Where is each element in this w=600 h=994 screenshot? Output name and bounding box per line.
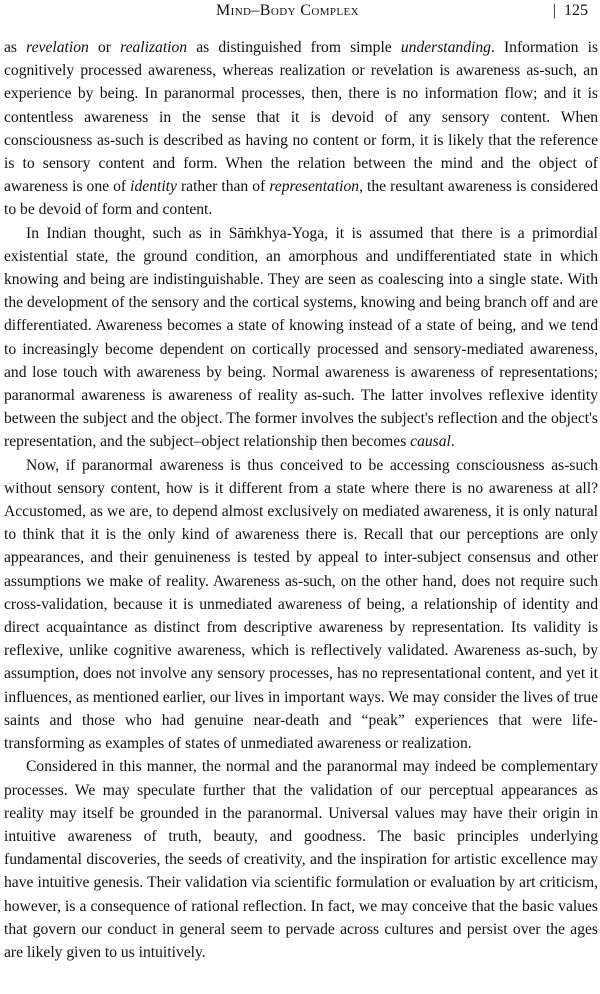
paragraph bbox=[4, 222, 598, 454]
folio bbox=[553, 0, 588, 22]
folio-separator: | bbox=[552, 2, 556, 19]
paragraph bbox=[4, 755, 598, 964]
text-run: , the resultant awareness is considered to be devoid of form and content. bbox=[4, 178, 598, 219]
text-run: In Indian thought, such as in Sāṁkhya-Yoga, it is assumed that there is a primordial existential state, the ground condition, an amorphous and undifferentiated state in which knowing and being are indistinguishable. They are seen as coalescing into a single state. With the development of the sensory and the cortical systems, knowing and being branch off and are differentiated. Awareness becomes a state of knowing instead of a state of being, and we tend to increasingly become dependent on cortically processed and sensory-mediated awareness, and lose touch with awareness by being. Normal awareness is awareness of representations; paranormal awareness is awareness of reality as-such. The latter involves reflexive identity between the subject and the object. The former involves the subject's reflection and the object's representation, and the subject–object relationship then becomes bbox=[4, 224, 598, 451]
text-run: rather than of bbox=[176, 178, 270, 196]
text-run: Considered in this manner, the normal and the paranormal may indeed be complementary processes. We may speculate further that the validation of our perceptual appearances as reality may itself be grounded in the paranormal. Universal values may have their origin in intuitive awareness of truth, beauty, and goodness. The basic principles underlying fundamental discoveries, the seeds of creativity, and the inspiration for artistic excellence may have intuitive genesis. Their validation via scientific formulation or evaluation by art criticism, however, is a consequence of rational reflection. In fact, we may conceive that the basic values that govern our conduct in general seem to pervade across cultures and persist over the ages are likely given to us intuitively. bbox=[4, 758, 598, 961]
text-run: Now, if paranormal awareness is thus conceived to be accessing consciousness as-such without sensory content, how is it different from a state where there is no awareness at all? Accustomed, as we are, to depend almost exclusively on mediated awareness, it is only natural to think that it is the only kind of awareness there is. Recall that our perceptions are only appearances, and their genuineness is tested by appeal to inter-subject consensus and other assumptions we make of reality. Awareness as-such, on the other hand, does not require such cross-validation, because it is unmediated awareness of being, a relationship of identity and direct acquaintance as distinct from descriptive awareness by representation. Its validity is reflexive, unlike cognitive awareness, which is reflectively validated. Awareness as-such, by assumption, does not involve any sensory processes, has no representational content, and yet it influences, as mentioned earlier, our lives in important ways. We may consider the lives of true saints and those who had genuine near-death and “peak” experiences that were life-transforming as examples of states of unmediated awareness or realization. bbox=[4, 456, 598, 753]
text-run: as distinguished from simple bbox=[187, 39, 401, 56]
text-run: . bbox=[450, 433, 455, 451]
running-head: Mind–Body Complex bbox=[216, 2, 359, 19]
italic-text: understanding bbox=[400, 39, 491, 56]
page-number: 125 bbox=[564, 2, 588, 19]
page-header bbox=[4, 0, 598, 22]
text-run: as bbox=[4, 39, 27, 56]
italic-text: representation bbox=[269, 178, 360, 196]
text-run: . Information is cognitively processed awareness, whereas realization or revelation is awareness as-such, an experience by being. In paranormal processes, then, there is no information flow; and it is contentless awareness in the sense that it is devoid of any sensory content. When consciousness as-such is described as having no content or form, it is likely that the reference is to sensory content and form. When the relation between the mind and the object of awareness is one of bbox=[4, 39, 599, 196]
body-text bbox=[4, 36, 598, 964]
italic-text: revelation bbox=[26, 39, 89, 56]
italic-text: causal bbox=[410, 433, 451, 451]
italic-text: realization bbox=[120, 39, 188, 56]
text-run: or bbox=[88, 39, 121, 56]
italic-text: identity bbox=[130, 178, 177, 196]
paragraph bbox=[4, 36, 598, 222]
paragraph bbox=[4, 454, 598, 756]
